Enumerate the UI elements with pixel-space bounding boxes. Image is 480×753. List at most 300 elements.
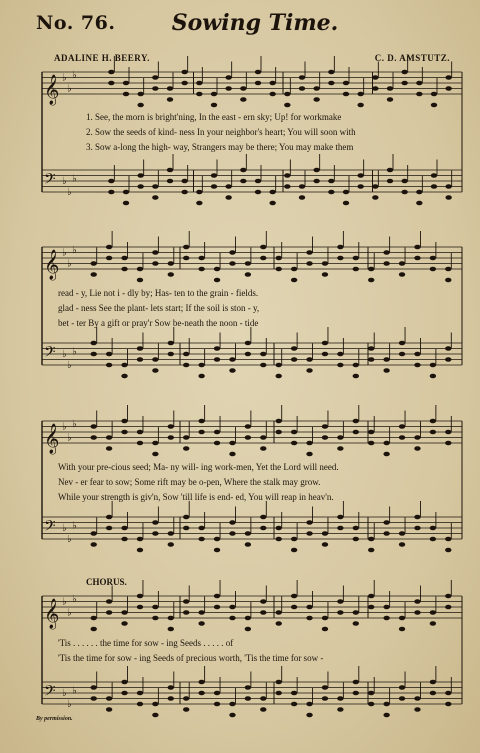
note-head [167,168,173,173]
note-head [414,352,420,357]
note-head [260,256,266,261]
note-head [430,256,436,261]
note-head [152,616,158,621]
note-head [299,184,305,189]
note-head [416,92,422,97]
note-head [399,352,405,357]
note-head [214,441,220,446]
flat-icon: ♭ [67,83,72,95]
note-head [372,75,378,80]
note-head [181,179,187,184]
note-head [196,190,202,195]
note-head [245,531,251,536]
note-head [211,184,217,189]
note-head [399,616,405,621]
note-head [214,267,220,272]
note-head [260,610,266,615]
note-head [245,435,251,440]
note-head [416,190,422,195]
note-head [306,261,312,266]
hymn-number: No. 76. [36,12,116,34]
note-head [368,430,374,435]
note-head [137,605,143,610]
note-head [414,446,420,451]
note-head [137,184,143,189]
note-head [123,201,129,206]
note-head [229,357,235,362]
note-head [260,245,266,250]
note-head [152,452,158,457]
note-head [445,594,451,599]
lyric-line: 'Tis the time for sow - ing Seeds of precious worth, 'Tis the time for sow - [58,653,324,663]
note-head [368,441,374,446]
note-head [137,537,143,542]
note-head [353,419,359,424]
note-head [106,435,112,440]
note-head [430,610,436,615]
note-head [306,441,312,446]
note-head [198,363,204,368]
note-head [299,75,305,80]
note-head [431,173,437,178]
note-head [401,179,407,184]
note-head [337,599,343,604]
note-head [214,594,220,599]
note-head [322,424,328,429]
note-head [183,435,189,440]
note-head [353,374,359,379]
note-head [368,548,374,553]
note-head [291,548,297,553]
note-head [168,627,174,632]
note-head [181,70,187,75]
bass-clef-icon: 𝄢 [44,682,56,704]
note-head [387,97,393,102]
note-head [229,702,235,707]
note-head [214,537,220,542]
note-head [399,685,405,690]
note-head [214,346,220,351]
note-head [229,452,235,457]
note-head [445,691,451,696]
note-head [91,341,97,346]
note-head [255,190,261,195]
note-head [198,267,204,272]
note-head [337,707,343,712]
note-head [353,680,359,685]
note-head [260,363,266,368]
note-head [343,201,349,206]
note-head [168,352,174,357]
note-head [414,707,420,712]
note-head [106,526,112,531]
note-head [445,537,451,542]
note-head [337,363,343,368]
note-head [328,81,334,86]
note-head [214,548,220,553]
note-head [430,537,436,542]
note-head [152,250,158,255]
note-head [383,702,389,707]
note-head [106,599,112,604]
note-head [106,707,112,712]
note-head [430,526,436,531]
note-head [328,70,334,75]
note-head [368,605,374,610]
note-head [276,374,282,379]
note-head [121,267,127,272]
note-head [414,363,420,368]
note-head [152,261,158,266]
note-head [291,267,297,272]
note-head [108,81,114,86]
note-head [181,81,187,86]
note-head [229,520,235,525]
note-head [121,419,127,424]
flat-icon: ♭ [67,607,72,619]
note-head [306,368,312,373]
note-head [322,685,328,690]
note-head [211,92,217,97]
note-head [276,621,282,626]
chorus-label: CHORUS. [86,577,127,587]
note-head [383,616,389,621]
note-head [167,179,173,184]
note-head [306,605,312,610]
note-head [313,97,319,102]
note-head [245,424,251,429]
note-head [276,610,282,615]
note-head [211,173,217,178]
lyric-line: Nev - er fear to sow; Some rift may be o-pen, Where the stalk may grow. [58,477,321,487]
note-head [322,696,328,701]
note-head [183,352,189,357]
note-head [245,696,251,701]
note-head [399,261,405,266]
note-head [399,696,405,701]
note-head [196,81,202,86]
note-head [284,92,290,97]
note-head [91,696,97,701]
note-head [123,92,129,97]
note-head [430,680,436,685]
note-head [168,696,174,701]
note-head [121,610,127,615]
lyric-line: While your strength is giv'n, Sow 'till life is end- ed, You will reap in heav'n. [58,492,334,502]
note-head [260,515,266,520]
note-head [445,346,451,351]
note-head [322,272,328,277]
note-head [430,419,436,424]
note-head [383,441,389,446]
flat-icon: ♭ [72,593,77,605]
note-head [91,531,97,536]
note-head [152,368,158,373]
flat-icon: ♭ [62,72,67,84]
note-head [328,179,334,184]
note-head [91,261,97,266]
note-head [198,537,204,542]
note-head [284,103,290,108]
note-head [137,267,143,272]
note-head [276,267,282,272]
flat-icon: ♭ [62,421,67,433]
note-head [225,195,231,200]
note-head [240,97,246,102]
note-head [416,81,422,86]
note-head [401,70,407,75]
note-head [353,537,359,542]
note-head [368,357,374,362]
note-head [430,430,436,435]
note-head [106,446,112,451]
note-head [276,680,282,685]
note-head [183,707,189,712]
note-head [414,610,420,615]
note-head [108,179,114,184]
note-head [337,610,343,615]
note-head [214,702,220,707]
note-head [214,430,220,435]
note-head [198,256,204,261]
note-head [291,346,297,351]
note-head [306,357,312,362]
note-head [383,605,389,610]
note-head [306,713,312,718]
note-head [306,616,312,621]
note-head [399,272,405,277]
note-head [445,86,451,91]
note-head [372,184,378,189]
note-head [313,86,319,91]
note-head [183,515,189,520]
note-head [291,357,297,362]
note-head [322,627,328,632]
note-head [198,610,204,615]
note-head [245,627,251,632]
note-head [445,430,451,435]
note-head [368,537,374,542]
note-head [430,363,436,368]
note-head [414,515,420,520]
note-head [214,357,220,362]
note-head [198,526,204,531]
note-head [137,346,143,351]
lyric-line: read - y, Lie not i - dly by; Has- ten to the grain - fields. [58,288,259,298]
note-head [306,531,312,536]
note-head [260,526,266,531]
note-head [368,267,374,272]
note-head [152,184,158,189]
note-head [183,446,189,451]
note-head [299,86,305,91]
flat-icon: ♭ [72,244,77,256]
note-head [245,616,251,621]
note-head [245,685,251,690]
lyric-line: With your pre-cious seed; Ma- ny will- ing work-men, Yet the Lord will need. [58,462,339,472]
note-head [152,357,158,362]
note-head [121,680,127,685]
treble-clef-icon: 𝄞 [44,250,60,280]
note-head [399,341,405,346]
note-head [183,363,189,368]
note-head [306,452,312,457]
note-head [229,250,235,255]
note-head [322,435,328,440]
note-head [245,352,251,357]
note-head [399,435,405,440]
note-head [414,245,420,250]
note-head [353,621,359,626]
note-head [337,446,343,451]
note-head [430,691,436,696]
note-head [152,605,158,610]
note-head [214,691,220,696]
bass-clef-icon: 𝄢 [44,517,56,539]
note-head [229,441,235,446]
note-head [353,256,359,261]
note-head [152,713,158,718]
note-head [343,81,349,86]
note-head [445,605,451,610]
note-head [284,184,290,189]
note-head [225,75,231,80]
note-head [383,520,389,525]
note-head [269,92,275,97]
note-head [106,363,112,368]
note-head [401,190,407,195]
note-head [152,520,158,525]
note-head [387,168,393,173]
note-head [255,81,261,86]
permission-note: By permission. [36,716,73,722]
note-head [322,261,328,266]
note-head [198,680,204,685]
note-head [306,702,312,707]
flat-icon: ♭ [67,699,72,710]
flat-icon: ♭ [72,69,77,81]
note-head [198,430,204,435]
note-head [91,435,97,440]
flat-icon: ♭ [62,349,67,360]
note-head [229,616,235,621]
note-head [387,179,393,184]
note-head [322,542,328,547]
note-head [152,195,158,200]
note-head [372,195,378,200]
note-head [121,691,127,696]
flat-icon: ♭ [72,418,77,430]
note-head [276,526,282,531]
flat-icon: ♭ [67,258,72,270]
note-head [291,441,297,446]
note-head [106,696,112,701]
note-head [445,195,451,200]
note-head [313,179,319,184]
note-head [214,605,220,610]
note-head [430,267,436,272]
note-head [313,168,319,173]
note-head [337,435,343,440]
note-head [91,352,97,357]
note-head [152,75,158,80]
note-head [137,691,143,696]
note-head [245,261,251,266]
note-head [445,267,451,272]
note-head [183,256,189,261]
note-head [414,526,420,531]
note-head [229,605,235,610]
note-head [343,92,349,97]
bass-clef-icon: 𝄢 [44,170,56,192]
note-head [211,103,217,108]
note-head [399,531,405,536]
note-head [137,278,143,283]
lyric-line: bet - ter By a gift or pray'r Sow be-neath the noon - tide [58,318,259,328]
note-head [414,599,420,604]
note-head [383,261,389,266]
note-head [445,75,451,80]
note-head [368,278,374,283]
note-head [121,363,127,368]
note-head [353,430,359,435]
note-head [260,352,266,357]
note-head [168,685,174,690]
treble-clef-icon: 𝄞 [44,424,60,454]
note-head [328,190,334,195]
note-head [357,184,363,189]
note-head [337,696,343,701]
note-head [229,713,235,718]
note-head [229,531,235,536]
note-head [276,430,282,435]
note-head [284,173,290,178]
treble-clef-icon: 𝄞 [44,75,60,105]
note-head [353,691,359,696]
note-head [240,179,246,184]
note-head [383,452,389,457]
flat-icon: ♭ [67,534,72,545]
note-head [276,691,282,696]
flat-icon: ♭ [62,688,67,699]
note-head [306,250,312,255]
note-head [291,430,297,435]
note-head [123,81,129,86]
flat-icon: ♭ [62,176,67,187]
note-head [168,261,174,266]
note-head [291,594,297,599]
note-head [383,357,389,362]
note-head [106,515,112,520]
treble-clef-icon: 𝄞 [44,599,60,629]
note-head [108,70,114,75]
note-head [183,245,189,250]
note-head [245,341,251,346]
note-head [167,86,173,91]
note-head [106,352,112,357]
note-head [229,368,235,373]
note-head [276,419,282,424]
note-head [225,86,231,91]
note-head [399,424,405,429]
note-head [291,605,297,610]
note-head [322,352,328,357]
note-head [260,435,266,440]
note-head [167,97,173,102]
note-head [245,542,251,547]
note-head [445,548,451,553]
note-head [368,702,374,707]
